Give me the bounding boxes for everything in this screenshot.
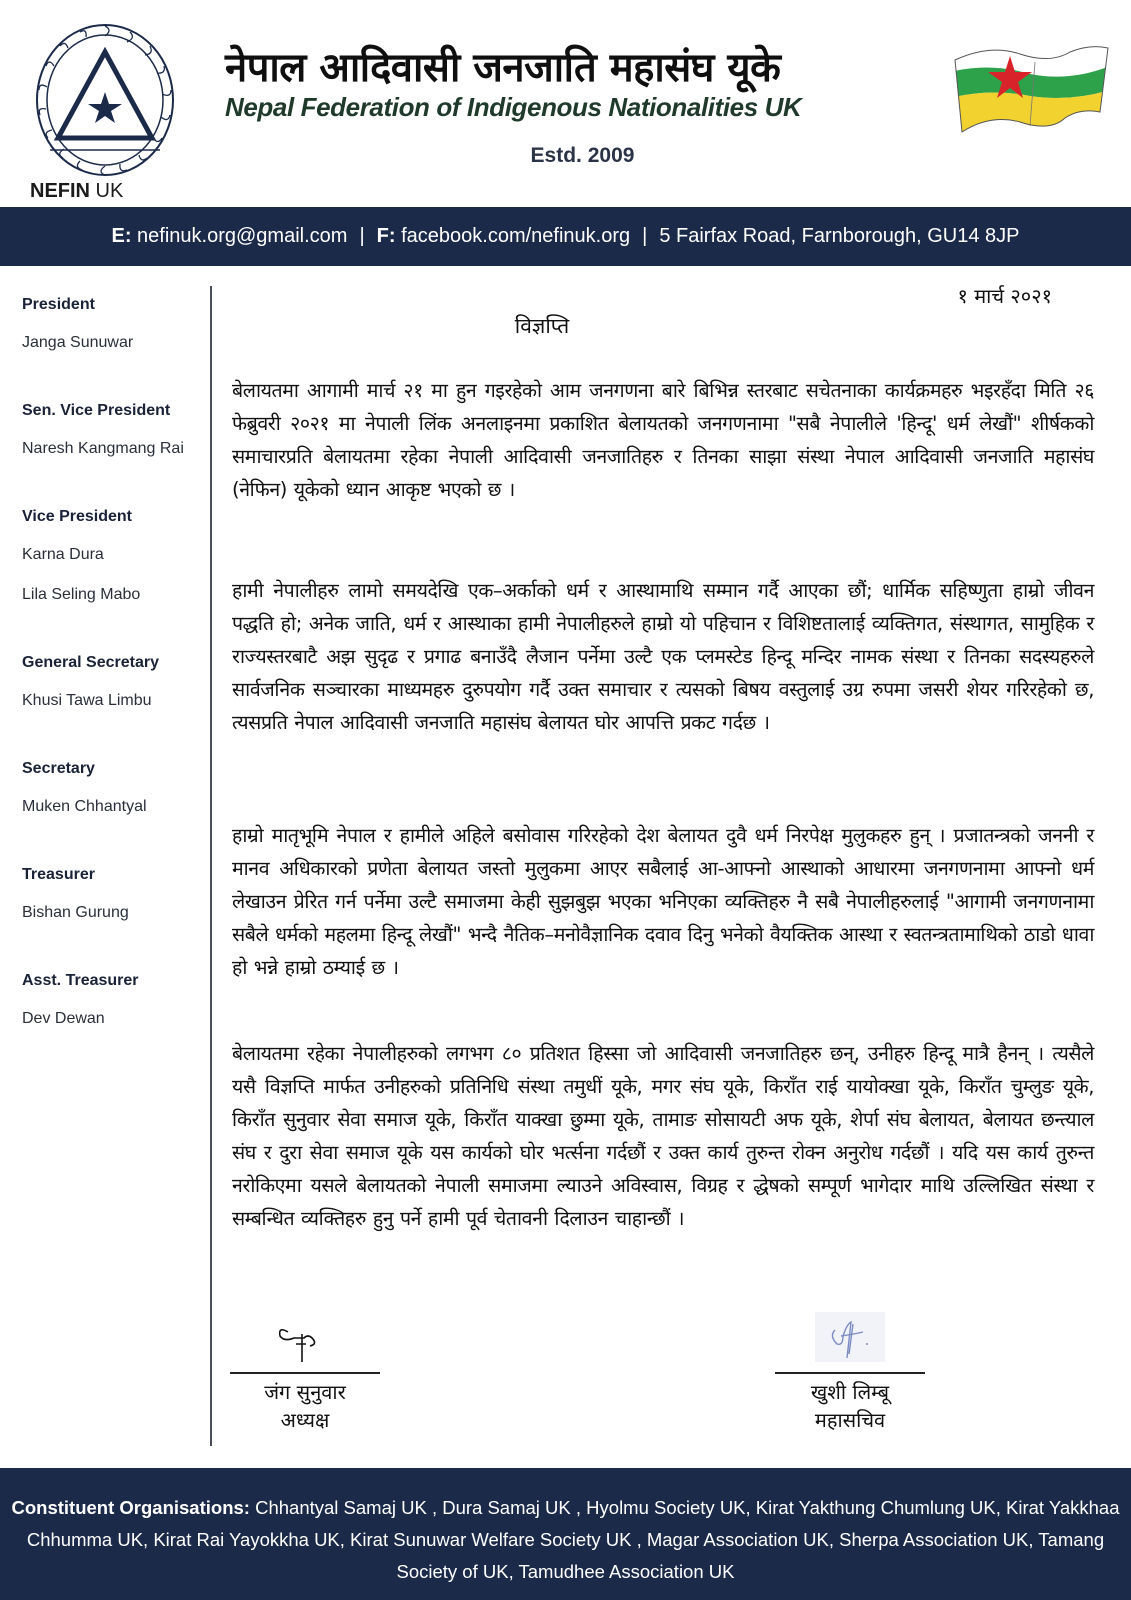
role-title: Vice President xyxy=(22,508,132,525)
sidebar-divider xyxy=(210,286,212,1446)
email-contact[interactable] xyxy=(111,225,347,248)
signature-line xyxy=(230,1372,380,1374)
letterhead xyxy=(0,0,1131,207)
nefin-logo xyxy=(30,20,180,200)
organisations-list: Chhantyal Samaj UK , Dura Samaj UK , Hyolmu Society UK, Kirat Yakthung Chumlung UK, Kirat Yakkhaa Chhumma UK, Kirat Rai Yayokkha UK, Kirat Sunuwar Welfare Society UK , Magar Association UK, Sherpa Association UK, Tamang Society of UK, Tamudhee Association UK xyxy=(26,1497,1120,1582)
role-title: Secretary xyxy=(22,760,95,777)
signature-icon xyxy=(230,1318,380,1366)
constituent-organisations-footer xyxy=(0,1468,1131,1600)
member-name: Khusi Tawa Limbu xyxy=(22,692,152,709)
logo-caption-bold: NEFIN xyxy=(30,180,90,202)
role-secretary xyxy=(22,760,202,822)
logo-caption-rest: UK xyxy=(90,180,124,202)
member-name: Bishan Gurung xyxy=(22,904,129,921)
separator: | xyxy=(642,225,648,247)
facebook-url[interactable]: facebook.com/nefinuk.org xyxy=(395,225,631,247)
role-title: General Secretary xyxy=(22,654,159,671)
flag-icon xyxy=(950,42,1110,137)
role-general-secretary xyxy=(22,654,202,716)
postal-address: 5 Fairfax Road, Farnborough, GU14 8JP xyxy=(659,225,1020,247)
signatory-title: महासचिव xyxy=(814,1408,886,1432)
footer-label: Constituent Organisations: xyxy=(11,1497,250,1518)
role-title: Asst. Treasurer xyxy=(22,972,139,989)
email-label: E: xyxy=(111,225,132,247)
role-treasurer xyxy=(22,866,202,928)
established-year: Estd. 2009 xyxy=(530,144,635,167)
separator: | xyxy=(359,225,365,247)
signatory-name: खुशी लिम्बू xyxy=(810,1380,890,1404)
committee-sidebar xyxy=(22,296,202,1078)
letter-subject: विज्ञप्ति xyxy=(514,314,570,338)
role-senior-vice-president xyxy=(22,402,202,464)
signature-icon xyxy=(775,1310,925,1366)
paragraph: हाम्रो मातृभूमि नेपाल र हामीले अहिले बसोवास गरिरहेको देश बेलायत दुवै धर्म निरपेक्ष मुलुकहरु हुन् । प्रजातन्त्रको जननी र मानव अधिकारको प्रणेता बेलायत जस्तो मुलुकमा आएर सबैलाई आ-आफ्नो आस्थाको आधारमा जनगणनामा आफ्नो धर्म लेखाउन प्रेरित गर्न पर्नेमा उल्टै समाजमा केही सुझबुझ भएका भनिएका व्यक्तिहरु नै सबै नेपालीहरुलाई "आगामी जनगणनामा सबैले धर्मको महलमा हिन्दू लेखौं" भन्दै नैतिक–मनोवैज्ञानिक दवाव दिनु भनेको वैयक्तिक आस्था र स्वतन्त्रतामाथिको ठाडो धावा हो भन्ने हाम्रो ठम्याई छ । xyxy=(232,824,1094,979)
member-name: Dev Dewan xyxy=(22,1010,105,1027)
member-name: Lila Seling Mabo xyxy=(22,586,141,603)
paragraph: बेलायतमा आगामी मार्च २१ मा हुन गइरहेको आम जनगणना बारे बिभिन्न स्तरबाट सचेतनाका कार्यक्रमहरु भइरहँदा मिति २६ फेब्रुवरी २०२१ मा नेपाली लिंक अनलाइनमा प्रकाशित बेलायतको जनगणनामा "सबै नेपालीले 'हिन्दू' धर्म लेखौं" शीर्षकको समाचारप्रति बेलायतमा रहेका नेपाली आदिवासी जनजातिहरु र तिनका साझा संस्था नेपाल आदिवासी जनजाति महासंघ (नेफिन) यूकेको ध्यान आकृष्ट भएको छ । xyxy=(232,379,1094,501)
member-name: Naresh Kangmang Rai xyxy=(22,440,184,457)
role-title: Treasurer xyxy=(22,866,95,883)
paragraph: बेलायतमा रहेका नेपालीहरुको लगभग ८० प्रतिशत हिस्सा जो आदिवासी जनजातिहरु छन्, उनीहरु हिन्दू मात्रै हैनन् । त्यसैले यसै विज्ञप्ति मार्फत उनीहरुको प्रतिनिधि संस्था तमुधीं यूके, मगर संघ यूके, किराँत राई यायोक्खा यूके, किराँत चुम्लुङ यूके, किराँत सुनुवार सेवा समाज यूके, किराँत याक्खा छुम्मा यूके, तामाङ सोसायटी अफ यूके, शेर्पा संघ बेलायत, बेलायत छन्त्याल संघ र दुरा सेवा समाज यूके यस कार्यको घोर भर्त्सना गर्दछौं र उक्त कार्य तुरुन्त रोक्न अनुरोध गर्दछौं । यदि यस कार्य तुरुन्त नरोकिएमा यसले बेलायतको नेपाली समाजमा ल्याउने अविस्वास, विग्रह र द्धेषको सम्पूर्ण भागेदार माथि उल्लिखित संस्था र सम्बन्धित व्यक्तिहरु हुनु पर्ने हामी पूर्व चेतावनी दिलाउन चाहान्छौं । xyxy=(232,1042,1094,1230)
paragraph: हामी नेपालीहरु लामो समयदेखि एक–अर्काको धर्म र आस्थामाथि सम्मान गर्दै आएका छौं; धार्मिक सहिष्णुता हाम्रो जीवन पद्धति हो; अनेक जाति, धर्म र आस्थाका हामी नेपालीहरुले हाम्रो यो पहिचान र विशिष्टतालाई व्यक्तिगत, संस्थागत, सामुहिक र राज्यस्तरबाटै अझ सुदृढ र प्रगाढ बनाउँदै लैजान पर्नेमा उल्टै एक प्लमस्टेड हिन्दू मन्दिर नामक संस्था र तिनका सदस्यहरुले सार्वजनिक सञ्चारका माध्यमहरु दुरुपयोग गर्दै उक्त समाचार र त्यसको बिषय वस्तुलाई उग्र रुपमा जसरी शेयर गरिरहेको छ, त्यसप्रति नेपाल आदिवासी जनजाति महासंघ बेलायत घोर आपत्ति प्रकट गर्दछ । xyxy=(232,579,1094,734)
letter-date: १ मार्च २०२१ xyxy=(957,284,1052,308)
email-address[interactable]: nefinuk.org@gmail.com xyxy=(131,225,348,247)
logo-caption xyxy=(30,180,130,203)
role-assistant-treasurer xyxy=(22,972,202,1034)
signature-line xyxy=(775,1372,925,1374)
signature-block-general-secretary xyxy=(775,1310,925,1434)
role-vice-president xyxy=(22,508,202,610)
member-name: Karna Dura xyxy=(22,546,104,563)
org-title-nepali: नेपाल आदिवासी जनजाति महासंघ यूके xyxy=(225,45,781,91)
signature-block-president xyxy=(230,1318,380,1434)
role-title: President xyxy=(22,296,95,313)
member-name: Janga Sunuwar xyxy=(22,334,134,351)
signatory-title: अध्यक्ष xyxy=(280,1408,330,1432)
member-name: Muken Chhantyal xyxy=(22,798,147,815)
role-president xyxy=(22,296,202,358)
org-title-english: Nepal Federation of Indigenous Nationalities UK xyxy=(225,92,802,122)
facebook-contact[interactable] xyxy=(377,225,630,248)
role-title: Sen. Vice President xyxy=(22,402,171,419)
facebook-label: F: xyxy=(376,225,396,247)
signatory-name: जंग सुनुवार xyxy=(264,1380,346,1404)
contact-bar xyxy=(0,207,1131,266)
wreath-triangle-star-icon xyxy=(30,20,180,180)
